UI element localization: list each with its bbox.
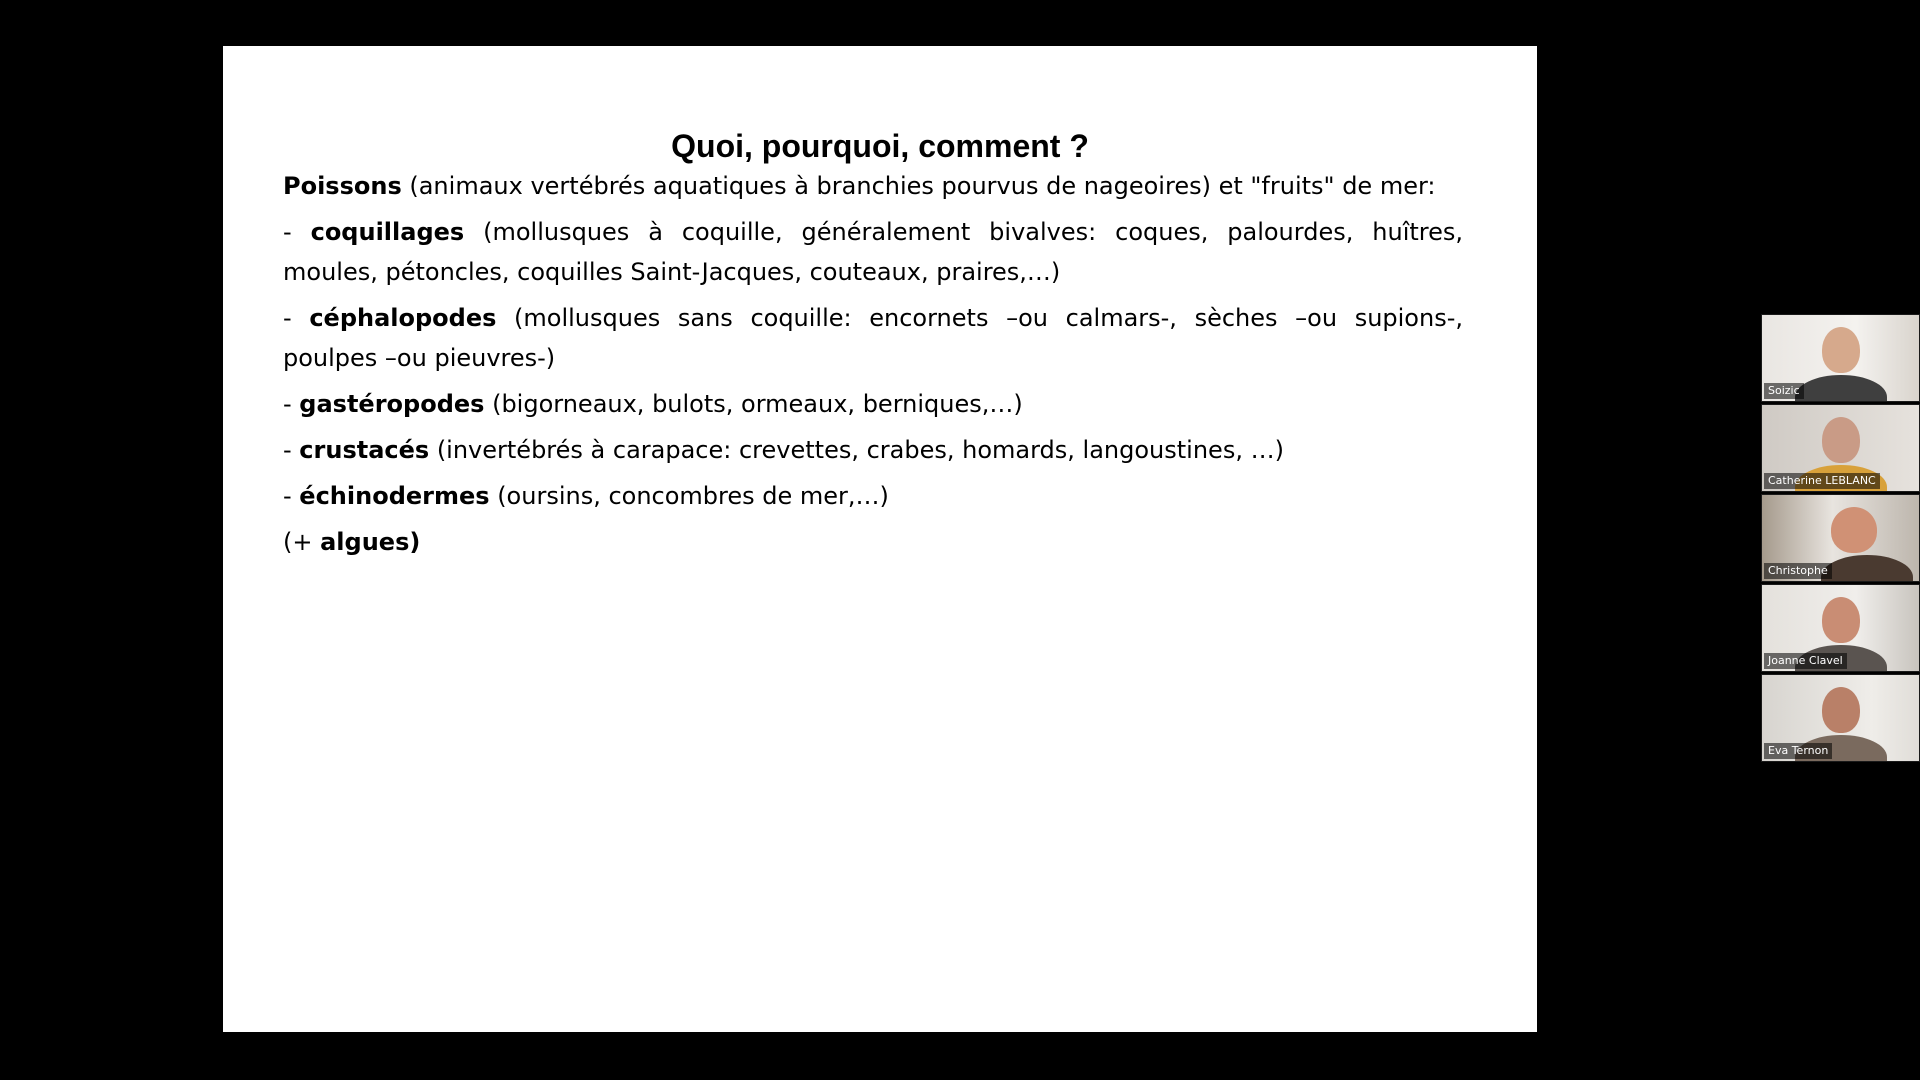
paragraph-prefix: -	[283, 482, 300, 510]
presentation-slide	[223, 46, 1537, 1032]
person-video-icon	[1822, 687, 1860, 733]
paragraph-prefix: -	[283, 390, 300, 418]
participant-name: Joanne Clavel	[1764, 653, 1847, 669]
participant-tile[interactable]	[1761, 584, 1920, 672]
slide-paragraph-algues	[283, 522, 1463, 562]
person-video-icon	[1822, 597, 1860, 643]
paragraph-text: (mollusques sans coquille: encornets –ou calmars-, sèches –ou supions-, poulpes –ou pieuvres-)	[283, 304, 1463, 372]
paragraph-text: (mollusques à coquille, généralement bivalves: coques, palourdes, huîtres, moules, pétoncles, coquilles Saint-Jacques, couteaux, praires,…)	[283, 218, 1464, 286]
paragraph-text: (oursins, concombres de mer,…)	[489, 482, 889, 510]
person-video-icon	[1822, 327, 1860, 373]
paragraph-keyword: Poissons	[283, 172, 402, 200]
paragraph-keyword: gastéropodes	[299, 390, 485, 418]
paragraph-keyword: crustacés	[299, 436, 430, 464]
slide-paragraph-echinodermes	[283, 476, 1463, 516]
participant-name: Soizic	[1764, 383, 1804, 399]
paragraph-keyword: coquillages	[310, 218, 465, 246]
paragraph-prefix: -	[283, 218, 311, 246]
paragraph-keyword: céphalopodes	[309, 304, 497, 332]
paragraph-prefix: -	[283, 304, 310, 332]
participant-name: Eva Ternon	[1764, 743, 1832, 759]
participant-name: Christophe	[1764, 563, 1832, 579]
participant-name: Catherine LEBLANC	[1764, 473, 1880, 489]
participant-gallery	[1761, 314, 1920, 764]
slide-paragraph-coquillages	[283, 212, 1463, 292]
person-video-icon	[1822, 417, 1860, 463]
slide-paragraph-poissons	[283, 166, 1463, 206]
paragraph-keyword: échinodermes	[299, 482, 490, 510]
paragraph-text: (invertébrés à carapace: crevettes, crabes, homards, langoustines, …)	[429, 436, 1284, 464]
paragraph-text: (animaux vertébrés aquatiques à branchies pourvus de nageoires) et "fruits" de mer:	[401, 172, 1436, 200]
paragraph-keyword: algues)	[320, 528, 421, 556]
participant-tile[interactable]	[1761, 674, 1920, 762]
participant-tile[interactable]	[1761, 314, 1920, 402]
paragraph-text: (bigorneaux, bulots, ormeaux, berniques,…)	[484, 390, 1023, 418]
paragraph-prefix: (+	[283, 528, 321, 556]
participant-tile[interactable]	[1761, 404, 1920, 492]
slide-title: Quoi, pourquoi, comment ?	[671, 128, 1089, 164]
participant-tile[interactable]	[1761, 494, 1920, 582]
paragraph-prefix: -	[283, 436, 300, 464]
slide-paragraph-crustaces	[283, 430, 1463, 470]
slide-body	[283, 166, 1463, 568]
slide-paragraph-gasteropodes	[283, 384, 1463, 424]
slide-paragraph-cephalopodes	[283, 298, 1463, 378]
person-video-icon	[1831, 507, 1877, 553]
